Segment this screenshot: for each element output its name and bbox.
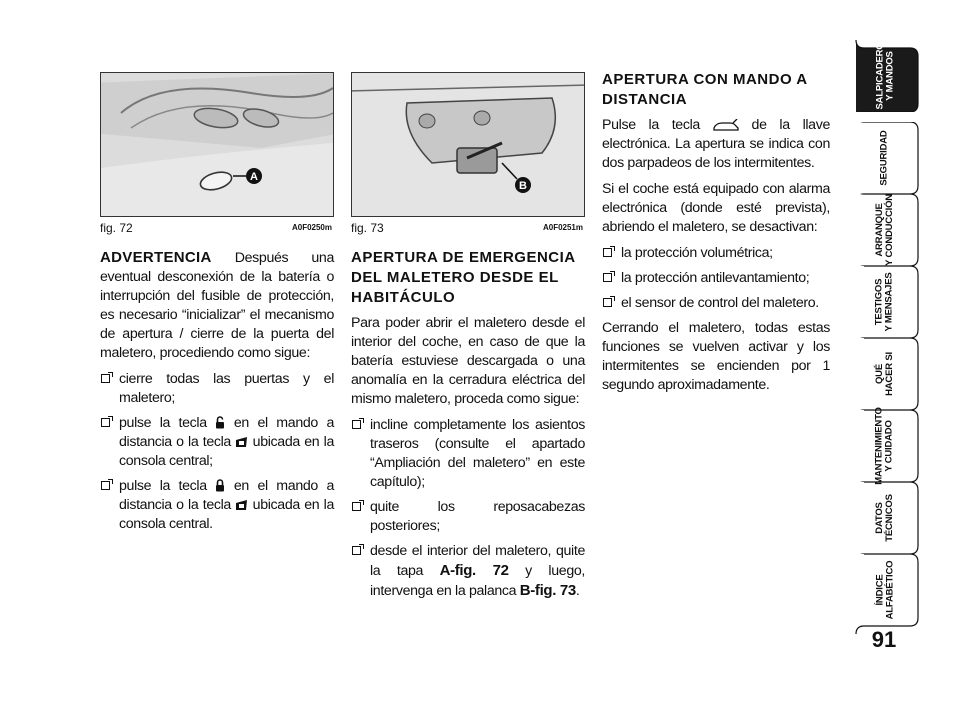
checkbox-bullet-icon — [352, 502, 361, 511]
tab-label: ÍNDICE ALFABÉTICO — [873, 560, 895, 620]
tab-datos-tecnicos[interactable] — [850, 482, 918, 554]
tab-mantenimiento[interactable] — [850, 407, 918, 485]
list-item-text: la protección volumétrica; — [621, 245, 773, 261]
checkbox-bullet-icon — [101, 418, 110, 427]
paragraph-text: Pulse la tecla — [602, 117, 700, 133]
figure-72-code: A0F0250m — [291, 223, 332, 232]
figure-73-marker: B — [519, 180, 527, 192]
warning-paragraph — [100, 248, 334, 363]
list-item-text: pulse la tecla — [119, 415, 207, 431]
padlock-closed-icon — [215, 479, 225, 492]
paragraph-text: de la llave electrónica. La apertura se indica con dos parpadeos de los intermitentes. — [602, 117, 831, 171]
list-item-text: ubicada en la consola central. — [119, 497, 335, 532]
list-item — [100, 370, 334, 408]
section-title: APERTURA CON MANDO A DISTANCIA — [602, 71, 807, 108]
tab-salpicadero[interactable] — [850, 40, 918, 112]
paragraph: Si el coche está equipado con alarma electrónica (donde esté prevista), abriendo el maletero, se desactivan: — [602, 181, 830, 235]
list-item-text: quite los reposacabezas posteriores; — [370, 499, 585, 534]
tab-testigos[interactable] — [850, 266, 918, 338]
figure-73-code: A0F0251m — [542, 223, 583, 232]
list-item-text: incline completamente los asientos traseros (consulte el apartado “Ampliación del maletero” en este capítulo); — [370, 417, 585, 490]
tab-label: MANTENIMIENTO Y CUIDADO — [874, 407, 896, 485]
padlock-open-icon — [215, 416, 225, 429]
list-item — [351, 542, 585, 601]
figure-72-image — [100, 72, 334, 217]
car-trunk-open-icon — [713, 119, 739, 131]
tab-indice-alfabetico[interactable] — [850, 554, 918, 626]
tab-label: TESTIGOS Y MENSAJES — [873, 272, 895, 332]
list-item-text: el sensor de control del maletero. — [621, 295, 819, 311]
figure-72-marker: A — [250, 171, 258, 183]
tab-label: SALPICADERO Y MANDOS — [873, 42, 895, 110]
list-item-text: desde el interior del maletero, quite la tapa — [370, 543, 585, 579]
figure-reference: B-fig. 73 — [519, 582, 576, 599]
checkbox-bullet-icon — [352, 546, 361, 555]
list-item-text: ubicada en la consola central; — [119, 434, 335, 469]
list-item — [351, 498, 585, 536]
list-item — [351, 416, 585, 492]
list-item — [100, 477, 334, 534]
tab-arranque[interactable] — [850, 194, 918, 266]
checkbox-bullet-icon — [352, 420, 361, 429]
figure-73-label: fig. 73 — [351, 221, 384, 235]
intro-paragraph: Para poder abrir el maletero desde el interior del coche, en caso de que la batería estuviese descargada o una anomalía en la cerradura eléctrica del mismo maletero, proceda como sigue: — [351, 315, 585, 407]
list-item-text: pulse la tecla — [119, 478, 207, 494]
checkbox-bullet-icon — [603, 273, 612, 282]
list-item-text: . — [575, 583, 580, 599]
list-item-text: la protección antilevantamiento; — [621, 270, 810, 286]
checkbox-bullet-icon — [603, 298, 612, 307]
column-remote-opening — [602, 70, 830, 402]
list-item — [602, 269, 830, 288]
list-item-text: en el mando a distancia o la tecla — [119, 415, 335, 450]
list-item — [602, 244, 830, 263]
tab-seguridad[interactable] — [850, 122, 918, 194]
figure-reference: A-fig. 72 — [439, 562, 509, 579]
tab-label: ARRANQUE Y CONDUCCIÓN — [874, 194, 896, 266]
console-lock-button-icon — [235, 436, 248, 448]
section-title: APERTURA DE EMERGENCIA DEL MALETERO DESDE EL HABITÁCULO — [351, 249, 576, 306]
paragraph — [602, 116, 830, 173]
page-number: 91 — [871, 627, 897, 652]
figure-72-label: fig. 72 — [100, 221, 133, 235]
column-emergency-opening — [351, 248, 585, 607]
list-item-text: en el mando a distancia o la tecla — [119, 478, 335, 513]
checkbox-bullet-icon — [101, 374, 110, 383]
checkbox-bullet-icon — [603, 248, 612, 257]
figure-73-image — [351, 72, 585, 217]
list-item — [602, 294, 830, 313]
list-item-text: cierre todas las puertas y el maletero; — [119, 371, 334, 406]
tab-que-hacer-si[interactable] — [850, 338, 918, 410]
list-item — [100, 414, 334, 471]
warning-text: Después una eventual desconexión de la batería o interrupción del fusible de protección, es necesario “inicializar” el mecanismo de apertura / cierre de la puerta del maletero, procediendo como sigue: — [100, 250, 334, 361]
list-item-text: y luego, intervenga en la palanca — [370, 563, 585, 599]
tab-label: QUÉ HACER SI — [873, 352, 895, 396]
tab-label: DATOS TÉCNICOS — [874, 494, 895, 542]
paragraph: Cerrando el maletero, todas estas funciones se vuelven activar y los intermitentes se encienden por 1 segundo aproximadamente. — [602, 320, 830, 393]
warning-label: ADVERTENCIA — [100, 249, 212, 266]
tab-label: SEGURIDAD — [879, 130, 890, 186]
checkbox-bullet-icon — [101, 481, 110, 490]
console-lock-button-icon — [235, 499, 248, 511]
column-warning — [100, 248, 334, 540]
